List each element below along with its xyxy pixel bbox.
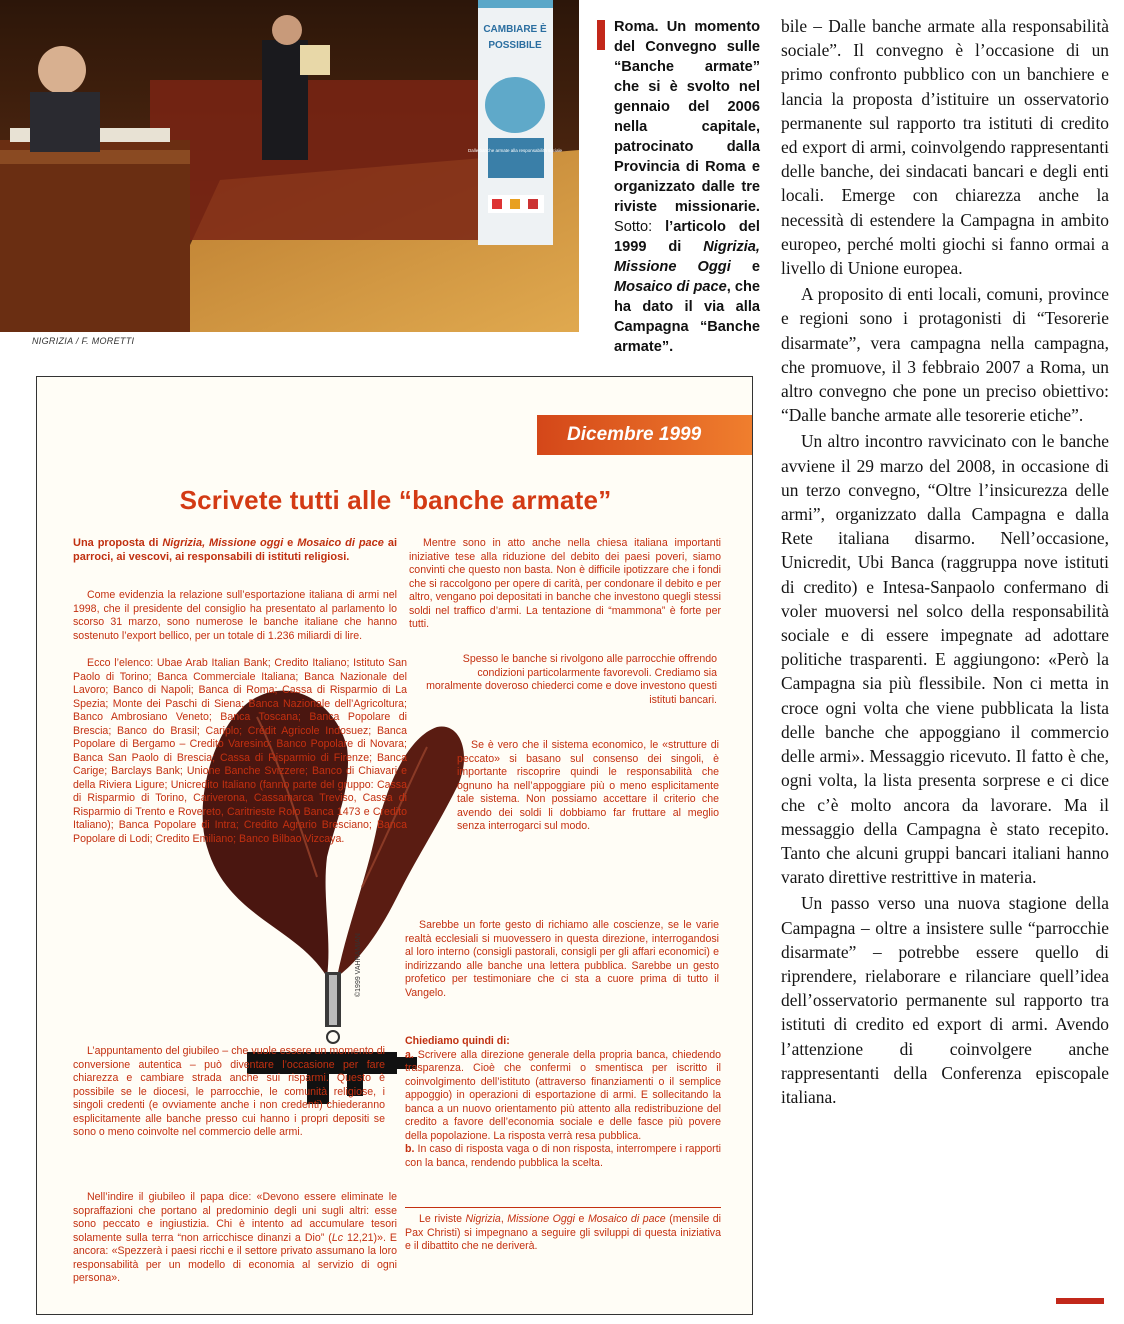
conference-photo	[0, 0, 579, 332]
caption-and: e	[751, 259, 760, 275]
photo-credit: NIGRIZIA / F. MORETTI	[32, 336, 135, 346]
request-a-label: a.	[405, 1048, 414, 1061]
poster-title-line2: POSSIBILE	[488, 40, 542, 51]
footer-magazine-missione: Missione Oggi	[507, 1213, 575, 1225]
photo-caption	[614, 17, 760, 357]
clipping-paragraph: Sarebbe un forte gesto di richiamo alle coscienze, se le varie realtà ecclesiali si muovessero in questa direzione, interrogandosi al loro interno (consigli pastorali, consigli per gli affari economici) e indirizzando alle banche una lettera pubblica. Sarebbe un gesto profetico per testimoniare che ci sta a cuore prima di tutto il Vangelo.	[405, 919, 719, 999]
clipping-title: Scrivete tutti alle “banche armate”	[179, 485, 612, 515]
clipping-right-paragraph	[409, 537, 721, 632]
papal-quote-text-end: 12,21)». E ancora: «Spezzerà i paesi ricchi e il settore privato assumano la loro responsabilità per un modello di economia al servizio di ogni persona».	[73, 1231, 397, 1284]
caption-magazines: Nigrizia, Missione Oggi	[614, 239, 760, 275]
clipping-right-paragraph	[405, 919, 719, 1000]
clipping-paragraph: Mentre sono in atto anche nella chiesa italiana importanti iniziative tese alla riduzione del debito dei paesi poveri, siamo convinti che questo non basta. Non è difficile ipotizzare che i fondi che si raccolgono per opere di carità, per condonare il debito e per altro, vengano poi depositati in banche che investono quegli stessi soldi nel traffico d’armi. La tentazione di “mammona” è forte per tutti.	[409, 537, 721, 630]
article-paragraph: bile – Dalle banche armate alla responsabilità sociale”. Il convegno è l’occasione di un primo confronto pubblico con un banchiere e lancia la proposta d’istituire un osservatorio permanente sul rapporto tra istituti di credito ed export di armi, coinvolgendo rappresentanti delle banche, dei sindacati bancari e degli enti locali. Emerge con chiarezza anche la necessità di estendere la Campagna in ambito europeo, perché molti giochi si fanno ormai a livello di Unione europea.	[781, 16, 1109, 279]
requests-heading: Chiediamo quindi di:	[405, 1035, 510, 1047]
clipping-footer-note: Le riviste Nigrizia, Missione Oggi e Mosaico di pace (mensile di Pax Christi) si impegnano a seguire gli sviluppi di questa iniziativa e il dibattito che ne deriverà.	[405, 1207, 721, 1254]
request-b-label: b.	[405, 1143, 415, 1155]
article-paragraph: A proposito di enti locali, comuni, province e regioni sono i protagonisti di “Tesorerie disarmate”, vera campagna nella campagna, che promuove, il 3 febbraio 2007 a Roma, un altro convegno che pone un preciso obiettivo: “Dalle banche armate alle tesorerie etiche”.	[781, 284, 1109, 426]
clipping-intro	[73, 537, 397, 564]
gospel-reference: Lc	[331, 1231, 344, 1244]
footer-text: Le riviste	[419, 1213, 462, 1225]
clipping-right-paragraph	[425, 653, 717, 707]
caption-text-1: Roma. Un momento del Convegno sulle “Banche armate” che si è svolto nel gennaio del 2006 nella capitale, patrocinato dalla Provincia di Roma e organizzato dalle tre riviste missionarie.	[614, 19, 760, 215]
bank-list-text: Ecco l’elenco: Ubae Arab Italian Bank; Credito Italiano; Istituto San Paolo di Torino; Banca Commerciale Italiana; Banca Nazionale del Lavoro; Banco di Napoli; Banca di Roma; Cassa di Risparmio di La Spezia; Monte dei Paschi di Siena; Banca Nazionale dell’Agricoltura; Banco Ambrosiano Veneto; Banca Toscana; Banca Popolare di Brescia; Banco do Brasil; Cariplo; Crédit Agricole Indosuez; Banca Popolare di Bergamo – Credito Varesino; Banco Popolare di Novara; Banca San Paolo di Brescia; Cassa di Risparmio di Firenze; Banca Carige; Barclays Bank; Unione Banche Svizzere; Banco di Chiavari e della Riviera Ligure; Unicredito Italiano (fanno parte del gruppo: Cassa di Risparmio di Torino, Cariverona, Cassamarca Treviso, Cassa di Risparmio di Trento e Rovereto, Caritrieste Rolo Banca 1473 e Credito Italiano); Banca Popolare di Intra; Credito Agrario Bresciano; Banca Popolare di Lodi; Credito Emiliano; Banco Bilbao Vizcaya.	[73, 657, 407, 845]
footer-and: e	[578, 1213, 585, 1225]
clipping-right-paragraph	[457, 739, 719, 834]
clipping-left-paragraph	[73, 1045, 385, 1140]
request-a-text: Scrivere alla direzione generale della propria banca, chiedendo trasparenza. Cioè che confermi o smentisca per iscritto il coinvolgimento dell’istituto (attraverso finanziamenti o il semplice appoggio) in operazioni di esportazione di armi. E sollecitando la banca a un nuovo orientamento più attento alla redistribuzione del credito a favore dell’economia sociale e delle fasce più povere della popolazione. La risposta verrà resa pubblica.	[405, 1048, 721, 1142]
intro-magazines: Nigrizia, Missione oggi	[162, 537, 284, 549]
article-end-mark	[1056, 1298, 1104, 1304]
article-paragraph: Un altro incontro ravvicinato con le banche avviene il 29 marzo del 2008, in occasione di un terzo convegno, “Oltre l’insicurezza delle armi”, organizzato dalla Campagna e dalla Rete italiana disarmo. Nell’occasione, Unicredit, Ubi Banca (raggruppa nove istituti di credito) e Intesa-Sanpaolo confermano di voler muoversi nel solco della responsabilità sociale e di essere impegnate ad adottare politiche trasparenti. E aggiungono: «Però la Campagna sia più flessibile. Non ci metta in croce ogni volta che viene pubblicata la lista delle banche che appoggiano il commercio delle armi». Messaggio ricevuto. Il fatto è che, ogni volta, la lista presenta sorprese e ci dice che c’è molto ancora da lavorare. Ma il messaggio della Campagna è stato recepito. Tanto che alcuni gruppi bancari italiani hanno varato direttive restrittive in materia.	[781, 431, 1109, 888]
clipping-left-paragraph	[73, 589, 397, 643]
illustration-credit: ©1999 VAHRAMIAN	[355, 933, 362, 997]
clipping-paragraph: Se è vero che il sistema economico, le «strutture di peccato» si basano sul consenso dei singoli, è importante riscoprire quindi le responsabilità che ognuno ha nell’appoggiare più o meno esplicitamente tale sistema. Non possiamo accettare il criterio che avendo dei soldi li dobbiamo far fruttare al meglio senza interrogarci sul modo.	[457, 739, 719, 832]
clipping-left-paragraph	[73, 1191, 397, 1286]
article-paragraph: Un passo verso una nuova stagione della Campagna – oltre a insistere sulle “parrocchie disarmate” – potrebbe essere quello di riprendere, rielaborare e rilanciare quell’idea dell’osservatorio permanente sul rapporto tra istituti di credito ed export di armi. Avendo l’attenzione di coinvolgere anche rappresentanti della Conferenza episcopale italiana.	[781, 893, 1109, 1107]
footer-text-end: (mensile di Pax Christi) si impegnano a seguire gli sviluppi di questa iniziativa e il dibattito che ne deriverà.	[405, 1213, 721, 1252]
conference-photo-image	[0, 0, 579, 332]
poster-subtitle: Dalle banche armate alla responsabilità sociale	[467, 148, 563, 153]
caption-accent-bar	[597, 20, 605, 50]
date-badge: Dicembre 1999	[537, 415, 753, 455]
footer-magazine-nigrizia: Nigrizia	[465, 1213, 501, 1225]
clipping-bank-list	[73, 657, 407, 846]
poster-title-line1: CAMBIARE È	[483, 24, 547, 35]
caption-text-2: l’articolo del 1999 di	[614, 219, 760, 255]
caption-text-sotto: Sotto:	[614, 219, 653, 235]
article-right-column	[781, 14, 1109, 1109]
intro-text-end: ai parroci, ai vescovi, ai responsabili di istituti religiosi.	[73, 537, 398, 563]
intro-and: e	[287, 537, 294, 549]
caption-text-3: , che ha dato il via alla Campagna “Banche armate”.	[614, 279, 760, 355]
request-b-text: In caso di risposta vaga o di non risposta, interrompere i rapporti con la banca, rendendo pubblica la scelta.	[405, 1143, 721, 1169]
clipping-paragraph: L’appuntamento del giubileo – che vuole essere un momento di conversione autentica – può diventare l’occasione per fare chiarezza e cambiare strada anche sui risparmi. Questo è possibile se le diocesi, le parrocchie, le comunità religiose, i singoli credenti (e ovviamente anche i non credenti) chiederanno esplicitamente alle banche presso cui hanno i propri depositi se sono o meno coinvolte nel commercio delle armi.	[73, 1045, 385, 1138]
article-clipping-1999	[36, 376, 753, 1315]
caption-magazine-mosaico: Mosaico di pace	[614, 279, 727, 295]
intro-text: Una proposta di	[73, 537, 159, 549]
clipping-paragraph: Spesso le banche si rivolgono alle parrocchie offrendo condizioni particolarmente favorevoli. Crediamo sia moralmente doveroso chiederci come e dove investono questi istituti bancari.	[426, 653, 717, 706]
footer-magazine-mosaico: Mosaico di pace	[587, 1213, 666, 1225]
clipping-requests	[405, 1035, 721, 1170]
clipping-paragraph: Come evidenzia la relazione sull’esportazione italiana di armi nel 1998, che il presidente del consiglio ha presentato al parlamento lo scorso 31 marzo, sono numerose le banche italiane che hanno sostenuto l’export bellico, per un totale di 1.236 miliardi di lire.	[73, 589, 397, 642]
papal-quote-text: Nell’indire il giubileo il papa dice: «Devono essere eliminate le sopraffazioni che portano al predominio degli uni sugli altri: esse sono peccato e ingiustizia. Chi è intento ad accumulare tesori solamente sulla terra “non arricchisce dinanzi a Dio” (	[73, 1191, 397, 1244]
intro-magazine-mosaico: Mosaico di pace	[297, 537, 384, 549]
